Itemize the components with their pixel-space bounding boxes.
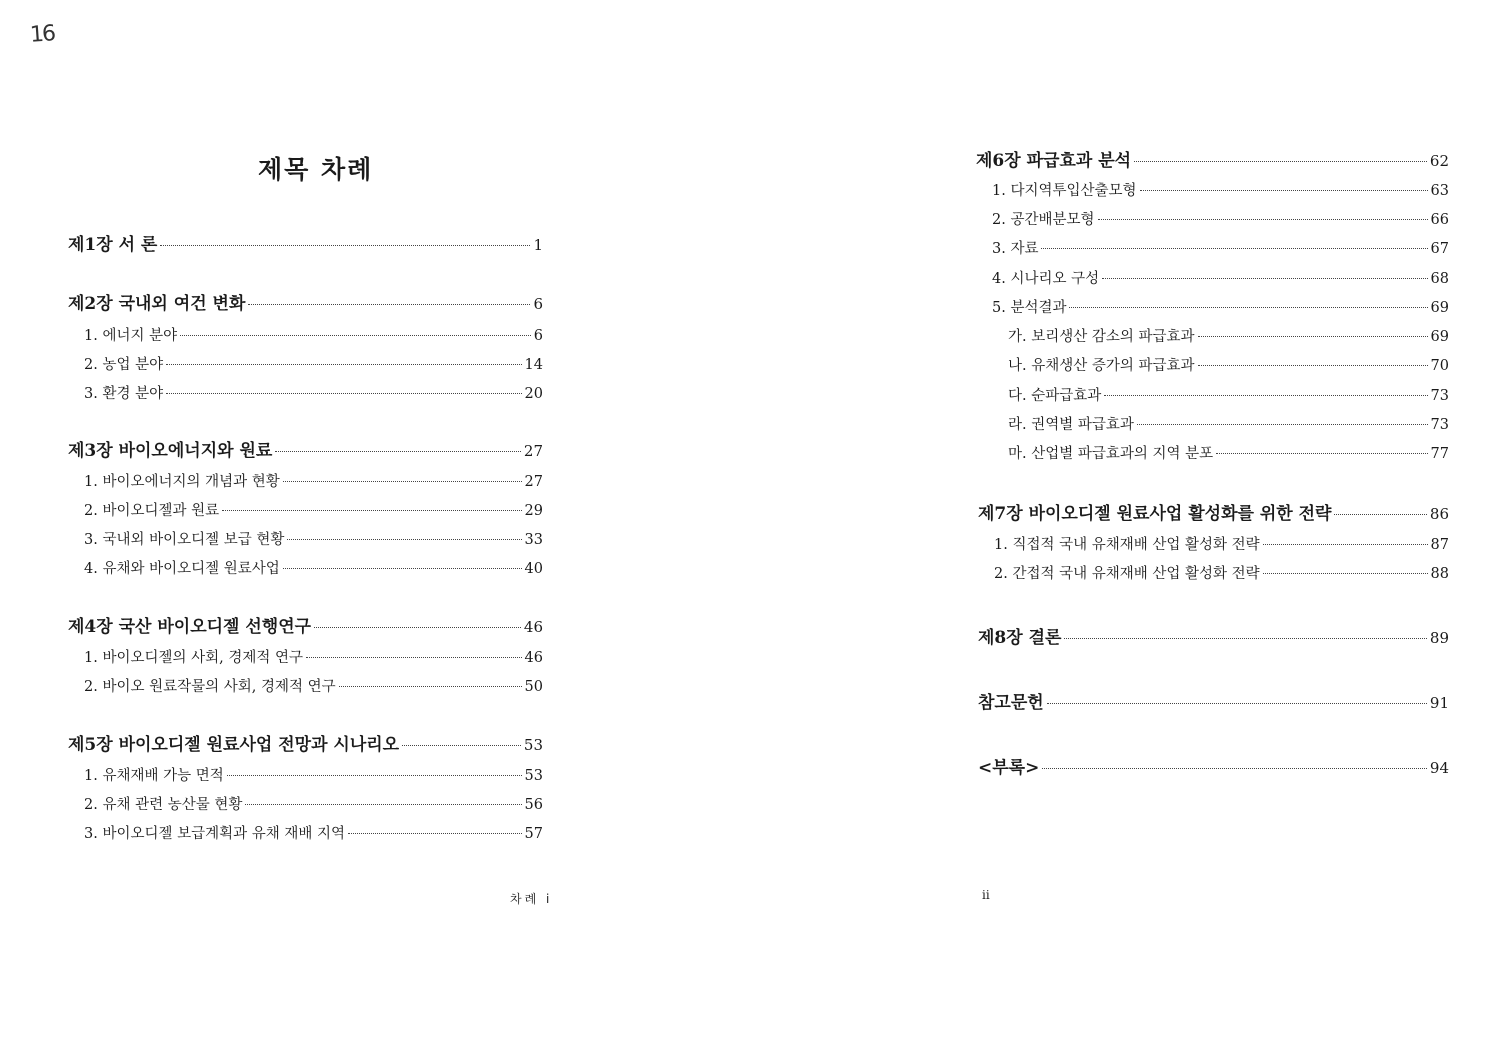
toc-label: 다. 순파급효과 [1008,388,1102,404]
toc-label: 2. 간접적 국내 유채재배 산업 활성화 전략 [994,566,1260,582]
dot-leader [1069,307,1427,308]
toc-label: 5. 분석결과 [992,300,1067,316]
toc-chapter-8[interactable] [978,623,1449,648]
toc-section[interactable] [84,793,543,814]
toc-subsection[interactable] [1008,325,1449,346]
toc-page-number: 53 [523,736,543,754]
toc-page-number: 46 [523,618,543,636]
toc-page-number: 46 [524,650,543,666]
dot-leader [1263,573,1428,574]
toc-label: 3. 자료 [992,241,1039,257]
toc-label: 4. 시나리오 구성 [992,271,1100,287]
toc-label: 1. 에너지 분야 [84,328,178,344]
toc-page-number: 94 [1429,759,1449,777]
toc-page-number: 29 [524,503,543,519]
dot-leader [314,627,521,628]
toc-page-number: 20 [524,386,543,402]
toc-section[interactable] [992,267,1449,288]
toc-subsection[interactable] [1008,354,1449,375]
toc-references[interactable] [978,688,1449,713]
toc-chapter-4[interactable] [68,612,543,637]
toc-label: 제7장 바이오디젤 원료사업 활성화를 위한 전략 [978,504,1332,524]
toc-label: 라. 권역별 파급효과 [1008,417,1134,433]
toc-label: 제3장 바이오에너지와 원료 [68,441,273,461]
dot-leader [166,364,521,365]
toc-section[interactable] [84,764,543,785]
page-footer: 차례 i [510,892,553,906]
toc-section[interactable] [84,675,543,696]
toc-label: 제4장 국산 바이오디젤 선행연구 [68,617,312,637]
toc-label: 1. 직접적 국내 유채재배 산업 활성화 전략 [994,537,1260,553]
toc-section[interactable] [84,528,543,549]
dot-leader [1140,190,1428,191]
toc-page-number: 6 [533,295,543,313]
toc-page-number: 86 [1429,505,1449,523]
toc-section[interactable] [992,237,1449,258]
toc-page-number: 87 [1430,537,1449,553]
toc-section[interactable] [84,499,543,520]
dot-leader [1334,514,1426,515]
dot-leader [166,393,521,394]
toc-page-number: 56 [524,797,543,813]
toc-label: 2. 농업 분야 [84,357,164,373]
toc-section[interactable] [994,533,1449,554]
toc-section[interactable] [992,208,1449,229]
toc-section[interactable] [994,562,1449,583]
toc-section[interactable] [84,324,543,345]
dot-leader [283,568,522,569]
dot-leader [227,775,522,776]
dot-leader [160,245,530,246]
toc-page-number: 62 [1429,152,1449,170]
toc-page-number: 67 [1430,241,1449,257]
toc-label: 3. 바이오디젤 보급계획과 유채 재배 지역 [84,826,345,842]
toc-section[interactable] [84,470,543,491]
toc-page-number: 57 [524,826,543,842]
dot-leader [402,745,521,746]
dot-leader [1134,161,1427,162]
dot-leader [1198,365,1428,366]
toc-label: 제2장 국내외 여건 변화 [68,294,246,314]
toc-label: 가. 보리생산 감소의 파급효과 [1008,329,1195,345]
toc-label: 제5장 바이오디젤 원료사업 전망과 시나리오 [68,735,400,755]
dot-leader [1104,395,1427,396]
dot-leader [1041,248,1427,249]
dot-leader [348,833,522,834]
toc-subsection[interactable] [1008,442,1449,463]
toc-section[interactable] [992,179,1449,200]
toc-page-number: 77 [1430,446,1449,462]
dot-leader [248,304,530,305]
toc-label: 마. 산업별 파급효과의 지역 분포 [1008,446,1214,462]
toc-label: <부록> [978,758,1040,778]
toc-label: 제8장 결론 [978,628,1062,648]
toc-label: 3. 국내외 바이오디젤 보급 현황 [84,532,285,548]
right-page [750,0,1500,1060]
toc-chapter-1[interactable] [68,230,543,255]
dot-leader [1216,453,1427,454]
toc-label: 1. 유채재배 가능 면적 [84,768,224,784]
toc-label: 1. 바이오에너지의 개념과 현황 [84,474,280,490]
dot-leader [1047,703,1427,704]
toc-page-number: 33 [524,532,543,548]
toc-chapter-3[interactable] [68,436,543,461]
dot-leader [245,804,521,805]
toc-section[interactable] [84,557,543,578]
toc-chapter-6[interactable] [976,146,1449,171]
toc-page-number: 89 [1429,629,1449,647]
toc-appendix[interactable] [978,753,1449,778]
toc-section[interactable] [84,646,543,667]
toc-section[interactable] [992,296,1449,317]
toc-page-number: 69 [1430,329,1449,345]
toc-chapter-7[interactable] [978,499,1449,524]
toc-page-number: 53 [524,768,543,784]
toc-subsection[interactable] [1008,384,1449,405]
dot-leader [1102,278,1427,279]
dot-leader [306,657,522,658]
dot-leader [1042,768,1427,769]
toc-chapter-2[interactable] [68,289,543,314]
toc-page-number: 91 [1429,694,1449,712]
toc-label: 1. 바이오디젤의 사회, 경제적 연구 [84,650,303,666]
toc-page-number: 66 [1430,212,1449,228]
dot-leader [1137,424,1428,425]
toc-section[interactable] [84,353,543,374]
dot-leader [287,539,521,540]
dot-leader [1198,336,1428,337]
toc-page-number: 1 [533,236,543,254]
handwritten-page-mark: 16 [29,21,55,48]
toc-label: 3. 환경 분야 [84,386,164,402]
dot-leader [1263,544,1428,545]
dot-leader [222,510,521,511]
toc-page-number: 27 [523,442,543,460]
toc-page-number: 14 [524,357,543,373]
toc-page-number: 27 [524,474,543,490]
toc-label: 2. 유채 관련 농산물 현황 [84,797,243,813]
toc-page-number: 40 [524,561,543,577]
toc-page-number: 6 [533,328,543,344]
dot-leader [1064,638,1426,639]
toc-subsection[interactable] [1008,413,1449,434]
dot-leader [339,686,522,687]
toc-label: 제6장 파급효과 분석 [976,151,1132,171]
toc-page-number: 73 [1430,388,1449,404]
dot-leader [275,451,521,452]
toc-label: 2. 바이오디젤과 원료 [84,503,220,519]
toc-label: 나. 유채생산 증가의 파급효과 [1008,358,1195,374]
toc-label: 4. 유채와 바이오디젤 원료사업 [84,561,280,577]
toc-page-number: 50 [524,679,543,695]
toc-page-number: 68 [1430,271,1449,287]
toc-page-number: 70 [1430,358,1449,374]
toc-label: 1. 다지역투입산출모형 [992,183,1137,199]
toc-section[interactable] [84,822,543,843]
toc-page-number: 69 [1430,300,1449,316]
toc-label: 참고문헌 [978,693,1044,713]
toc-label: 2. 공간배분모형 [992,212,1095,228]
toc-label: 제1장 서 론 [68,235,158,255]
toc-label: 2. 바이오 원료작물의 사회, 경제적 연구 [84,679,336,695]
toc-page-number: 63 [1430,183,1449,199]
dot-leader [180,335,531,336]
page-footer: ii [982,888,990,902]
toc-chapter-5[interactable] [68,730,543,755]
toc-page-number: 73 [1430,417,1449,433]
toc-section[interactable] [84,382,543,403]
toc-page-number: 88 [1430,566,1449,582]
dot-leader [1098,219,1428,220]
dot-leader [283,481,522,482]
toc-title: 제목 차례 [258,155,374,184]
